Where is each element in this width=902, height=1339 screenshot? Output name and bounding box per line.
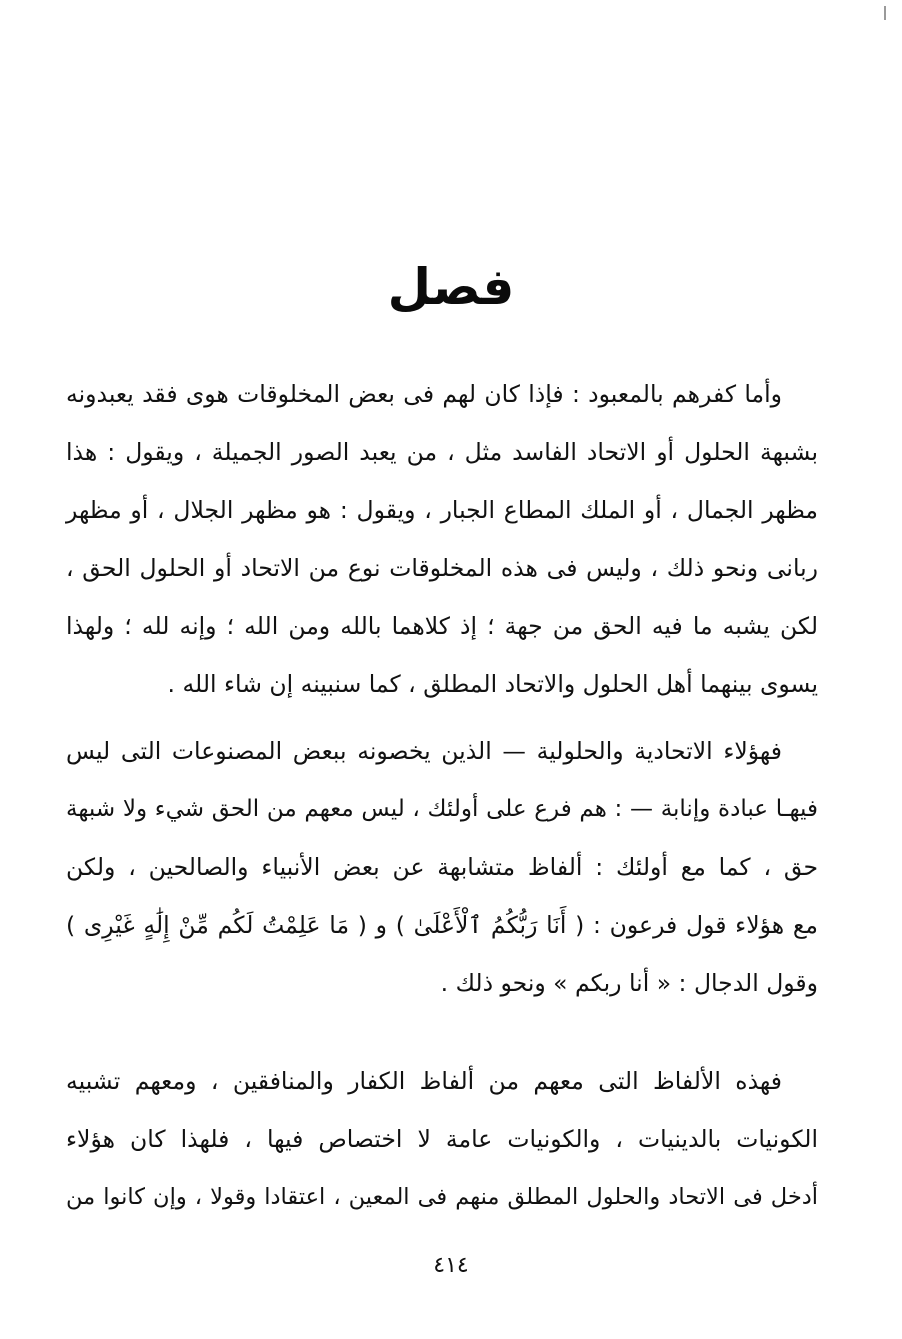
paragraph-1-line: وأما كفرهم بالمعبود : فإذا كان لهم فى بعض المخلوقات هوى فقد يعبدونه: [66, 380, 782, 408]
section-heading: [0, 252, 902, 322]
paragraph-2: [66, 722, 818, 1012]
page-number: ٤١٤: [433, 1253, 469, 1278]
paragraph-3: [66, 1052, 818, 1226]
page-corner-mark: [876, 6, 886, 20]
paragraph-1-line: يسوى بينهما أهل الحلول والاتحاد المطلق ، كما سنبينه إن شاء الله .: [167, 670, 818, 698]
paragraph-2-line: فيهـا عبادة وإنابة — : هم فرع على أولئك ، ليس معهم من الحق شيء ولا شبهة: [66, 796, 818, 822]
paragraph-1-line: ربانى ونحو ذلك ، وليس فى هذه المخلوقات نوع من الاتحاد أو الحلول الحق ،: [66, 554, 818, 582]
paragraph-3-line: الكونيات بالدينيات ، والكونيات عامة لا اختصاص فيها ، فلهذا كان هؤلاء: [66, 1125, 818, 1153]
paragraph-1-line: لكن يشبه ما فيه الحق من جهة ؛ إذ كلاهما بالله ومن الله ؛ وإنه لله ؛ ولهذا: [66, 612, 818, 640]
heading-wrap: [388, 252, 515, 322]
heading-text: فصل: [387, 258, 515, 316]
paragraph-2-line: حق ، كما مع أولئك : ألفاظ متشابهة عن بعض الأنبياء والصالحين ، ولكن: [66, 853, 818, 881]
paragraph-3-line: أدخل فى الاتحاد والحلول المطلق منهم فى المعين ، اعتقادا وقولا ، وإن كانوا من: [66, 1184, 818, 1210]
paragraph-3-line: فهذه الألفاظ التى معهم من ألفاظ الكفار والمنافقين ، ومعهم تشبيه: [66, 1067, 782, 1095]
paragraph-2-line-quran: مع هؤلاء قول فرعون : ( أَنَا رَبُّكُمُ ٱلْأَعْلَىٰ ) و ( مَا عَلِمْتُ لَكُم مِّنْ إِلَٰهٍ غَيْرِى ): [66, 911, 818, 939]
paragraph-1: [66, 365, 818, 713]
paragraph-2-line: فهؤلاء الاتحادية والحلولية — الذين يخصونه ببعض المصنوعات التى ليس: [66, 737, 782, 765]
paragraph-1-line: بشبهة الحلول أو الاتحاد الفاسد مثل ، من يعبد الصور الجميلة ، ويقول : هذا: [66, 438, 818, 466]
paragraph-1-line: مظهر الجمال ، أو الملك المطاع الجبار ، ويقول : هو مظهر الجلال ، أو مظهر: [66, 496, 818, 524]
paragraph-2-line: وقول الدجال : « أنا ربكم » ونحو ذلك .: [440, 969, 818, 997]
